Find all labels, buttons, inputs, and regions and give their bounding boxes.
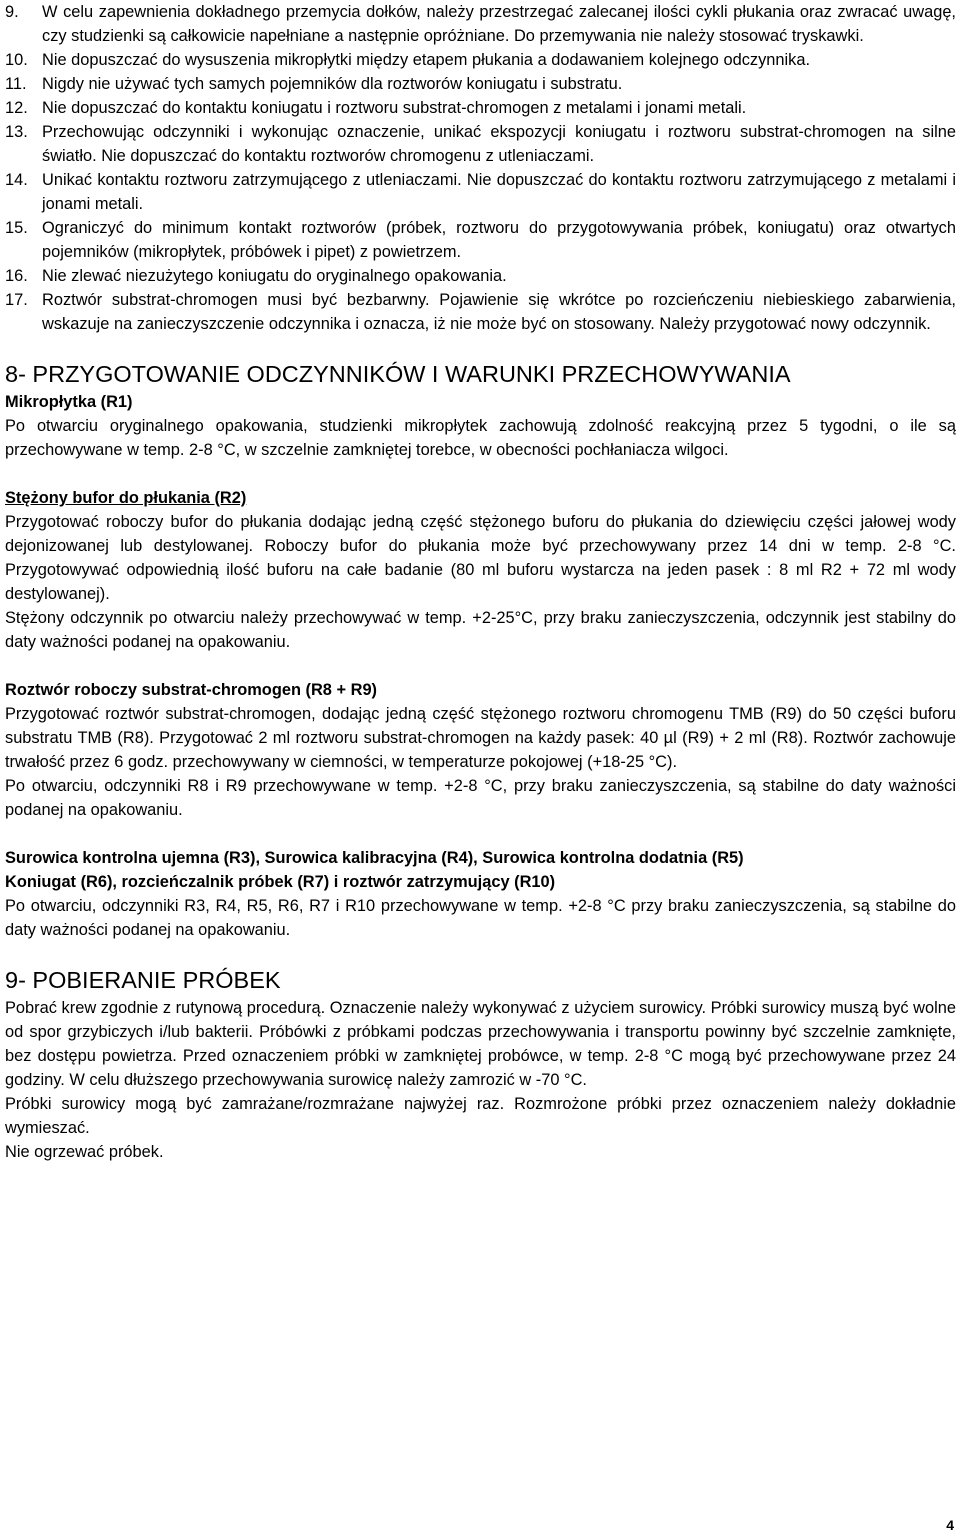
wash-buffer-text-1: Przygotować roboczy bufor do płukania dodając jedną część stężonego buforu do płukania do dziewięciu części jałowej wody dejonizowanej lub destylowanej. Roboczy bufor do płukania może być przechowywany przez 14 dni w temp. 2-8 °C. Przygotowywać odpowiednią ilość buforu na całe badanie (80 ml buforu wystarcza na jeden pasek : 8 ml R2 + 72 ml wody destylowanej). xyxy=(5,513,956,603)
list-item-text: Nie zlewać niezużytego koniugatu do oryginalnego opakowania. xyxy=(42,267,507,285)
list-item xyxy=(5,264,956,288)
list-item-number: 10. xyxy=(5,51,28,69)
controls-heading-2: Koniugat (R6), rozcieńczalnik próbek (R7) i roztwór zatrzymujący (R10) xyxy=(5,873,556,891)
list-item-text: Nigdy nie używać tych samych pojemników dla roztworów koniugatu i substratu. xyxy=(42,75,623,93)
controls-text: Po otwarciu, odczynniki R3, R4, R5, R6, R7 i R10 przechowywane w temp. +2-8 °C przy braku zanieczyszczenia, są stabilne do daty ważności podanej na opakowaniu. xyxy=(5,897,956,939)
list-item xyxy=(5,216,956,264)
sampling-text-2: Próbki surowicy mogą być zamrażane/rozmrażane najwyżej raz. Rozmrożone próbki przez oznaczeniem należy dokładnie wymieszać. xyxy=(5,1095,956,1137)
list-item-number: 13. xyxy=(5,123,28,141)
list-item xyxy=(5,96,956,120)
list-item-number: 17. xyxy=(5,291,28,309)
substrate-text-1: Przygotować roztwór substrat-chromogen, dodając jedną część stężonego roztworu chromogenu TMB (R9) do 50 części buforu substratu TMB (R8). Przygotować 2 ml roztworu substrat-chromogen na każdy pasek: 40 µl (R9) + 2 ml (R8). Roztwór zachowuje trwałość przez 6 godz. przechowywany w ciemności, w temperaturze pokojowej (+18-25 °C). xyxy=(5,705,956,771)
list-item xyxy=(5,288,956,336)
list-item-number: 16. xyxy=(5,267,28,285)
list-item-text: Nie dopuszczać do wysuszenia mikropłytki między etapem płukania a dodawaniem kolejnego odczynnika. xyxy=(42,51,811,69)
controls-heading-1: Surowica kontrolna ujemna (R3), Surowica kalibracyjna (R4), Surowica kontrolna dodatnia (R5) xyxy=(5,849,744,867)
spacer xyxy=(5,462,956,486)
spacer xyxy=(5,822,956,846)
sampling-text-1: Pobrać krew zgodnie z rutynową procedurą. Oznaczenie należy wykonywać z użyciem surowicy. Próbki surowicy muszą być wolne od spor grzybiczych i/lub bakterii. Próbówki z próbkami podczas przechowywania i transportu powinny być szczelnie zamknięte, bez dostępu powietrza. Przed oznaczeniem próbki w zamkniętej probówce, w temp. 2-8 °C mogą być przechowywane przez 24 godziny. W celu dłuższego przechowywania surowicę należy zamrozić w -70 °C. xyxy=(5,999,956,1089)
list-item-text: W celu zapewnienia dokładnego przemycia dołków, należy przestrzegać zalecanej ilości cykli płukania oraz zwracać uwagę, czy studzienki są całkowicie napełniane a następnie opróżniane. Do przemywania nie należy stosować tryskawki. xyxy=(42,3,956,45)
list-item-number: 9. xyxy=(5,3,19,21)
microplate-text: Po otwarciu oryginalnego opakowania, studzienki mikropłytek zachowują zdolność reakcyjną przez 5 tygodni, o ile są przechowywane w temp. 2-8 °C, w szczelnie zamkniętej torebce, w obecności pochłaniacza wilgoci. xyxy=(5,417,956,459)
list-item xyxy=(5,72,956,96)
list-item-text: Unikać kontaktu roztworu zatrzymującego z utleniaczami. Nie dopuszczać do kontaktu roztworu zatrzymującego z metalami i jonami metali. xyxy=(42,171,956,213)
list-item xyxy=(5,48,956,72)
list-item-number: 15. xyxy=(5,219,28,237)
list-item-text: Przechowując odczynniki i wykonując oznaczenie, unikać ekspozycji koniugatu i roztworu substrat-chromogen na silne światło. Nie dopuszczać do kontaktu roztworów chromogenu z utleniaczami. xyxy=(42,123,956,165)
list-item-number: 14. xyxy=(5,171,28,189)
precautions-list xyxy=(5,0,956,336)
page-number: 4 xyxy=(946,1517,954,1533)
spacer xyxy=(5,654,956,678)
document-page xyxy=(5,0,956,1164)
wash-buffer-heading: Stężony bufor do płukania (R2) xyxy=(5,489,247,507)
list-item-text: Nie dopuszczać do kontaktu koniugatu i roztworu substrat-chromogen z metalami i jonami metali. xyxy=(42,99,747,117)
list-item xyxy=(5,120,956,168)
list-item-number: 12. xyxy=(5,99,28,117)
list-item xyxy=(5,0,956,48)
section-8-title: 8- PRZYGOTOWANIE ODCZYNNIKÓW I WARUNKI PRZECHOWYWANIA xyxy=(5,361,791,387)
list-item-text: Roztwór substrat-chromogen musi być bezbarwny. Pojawienie się wkrótce po rozcieńczeniu niebieskiego zabarwienia, wskazuje na zanieczyszczenie odczynnika i oznacza, iż nie może być on stosowany. Należy przygotować nowy odczynnik. xyxy=(42,291,956,333)
list-item xyxy=(5,168,956,216)
substrate-heading: Roztwór roboczy substrat-chromogen (R8 + R9) xyxy=(5,681,378,699)
section-9-title: 9- POBIERANIE PRÓBEK xyxy=(5,967,281,993)
substrate-text-2: Po otwarciu, odczynniki R8 i R9 przechowywane w temp. +2-8 °C, przy braku zanieczyszczenia, są stabilne do daty ważności podanej na opakowaniu. xyxy=(5,777,956,819)
wash-buffer-text-2: Stężony odczynnik po otwarciu należy przechowywać w temp. +2-25°C, przy braku zanieczyszczenia, odczynnik jest stabilny do daty ważności podanej na opakowaniu. xyxy=(5,609,956,651)
list-item-number: 11. xyxy=(5,75,27,93)
list-item-text: Ograniczyć do minimum kontakt roztworów (próbek, roztworu do przygotowywania próbek, koniugatu) oraz otwartych pojemników (mikropłytek, próbówek i pipet) z powietrzem. xyxy=(42,219,956,261)
sampling-text-3: Nie ogrzewać próbek. xyxy=(5,1143,164,1161)
microplate-heading: Mikropłytka (R1) xyxy=(5,393,133,411)
